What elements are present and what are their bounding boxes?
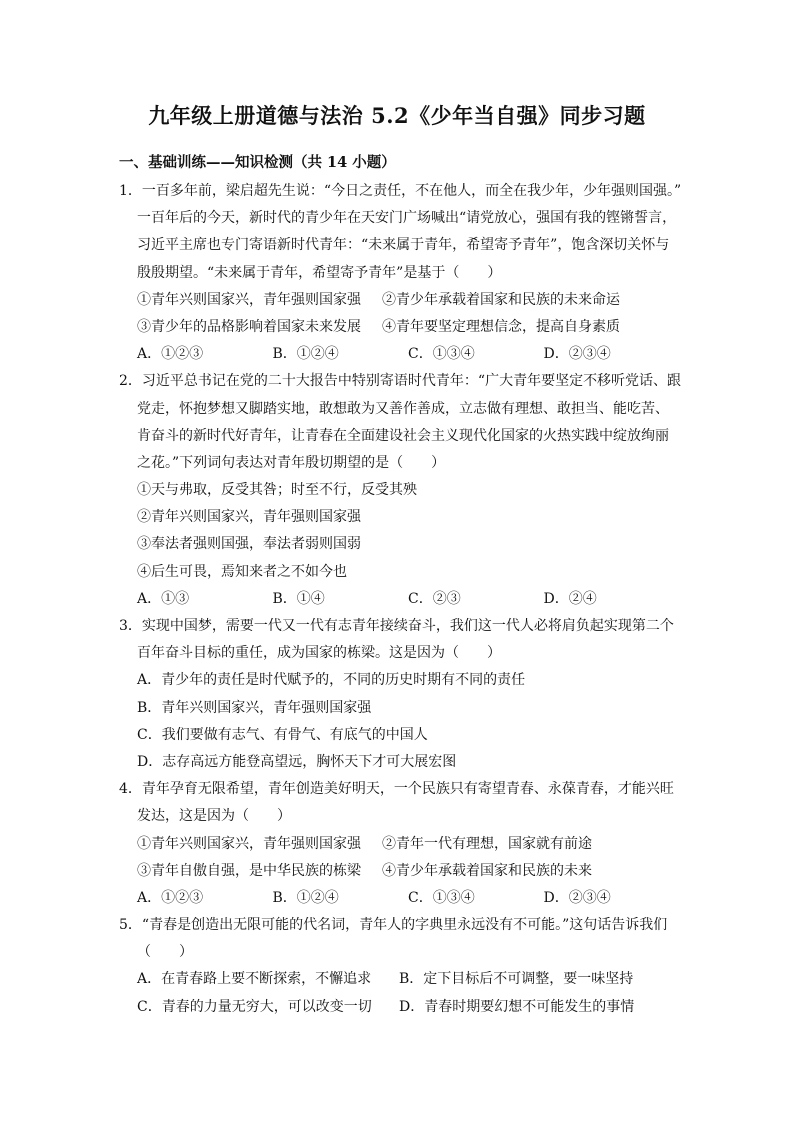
option-d[interactable]: D．②③④ xyxy=(543,346,611,363)
option-c[interactable]: C．①③④ xyxy=(408,889,475,906)
question-stem-line: 4．青年孕育无限希望，青年创造美好明天，一个民族只有寄望青春、永葆青春，才能兴旺 xyxy=(119,781,674,798)
section-heading: 一、基础训练——知识检测（共 14 小题） xyxy=(119,154,396,171)
question-stem-line: 一百年后的今天，新时代的青少年在天安门广场喊出“请党放心，强国有我的铿锵誓言， xyxy=(137,210,677,227)
statement-row xyxy=(119,831,679,858)
statement: ④后生可畏，焉知来者之不如今也 xyxy=(137,563,347,580)
question-stem-line: （ ） xyxy=(137,944,193,961)
question-stem-line: 习近平主席也专门寄语新时代青年：“未来属于青年，希望寄予青年”，饱含深切关怀与 xyxy=(137,237,670,254)
answer-options xyxy=(119,994,679,1021)
option-c[interactable]: C．②③ xyxy=(408,590,461,607)
option-a[interactable]: A．①②③ xyxy=(137,346,204,363)
question-stem-line: 5．“青春是创造出无限可能的代名词，青年人的字典里永远没有不可能。”这句话告诉我们 xyxy=(119,917,668,934)
statement-row xyxy=(119,858,679,885)
option-c[interactable]: C．青春的力量无穷大，可以改变一切 xyxy=(137,998,372,1015)
answer-options xyxy=(119,885,679,912)
option-d[interactable]: D．青春时期要幻想不可能发生的事情 xyxy=(399,998,635,1015)
option-b[interactable]: B．青年兴则国家兴，青年强则国家强 xyxy=(137,699,372,716)
option-a[interactable]: A．①②③ xyxy=(137,889,204,906)
statement: ③青年自傲自强，是中华民族的栋梁 xyxy=(137,862,361,879)
statement-row xyxy=(119,287,679,314)
option-b[interactable]: B．①②④ xyxy=(272,346,339,363)
statement: ①天与弗取，反受其咎；时至不行，反受其殃 xyxy=(137,482,417,499)
option-a[interactable]: A．①③ xyxy=(137,590,190,607)
statement: ②青年兴则国家兴，青年强则国家强 xyxy=(137,509,361,526)
answer-options xyxy=(119,586,679,613)
option-b[interactable]: B．①②④ xyxy=(272,889,339,906)
statement: ④青年要坚定理想信念，提高自身素质 xyxy=(382,318,620,335)
question-1 xyxy=(119,178,682,368)
question-stem-line: 党走，怀抱梦想又脚踏实地，敢想敢为又善作善成，立志做有理想、敢担当、能吃苦、 xyxy=(137,400,669,417)
statement: ③青少年的品格影响着国家未来发展 xyxy=(137,318,361,335)
question-stem-line: 3．实现中国梦，需要一代又一代有志青年接续奋斗，我们这一代人必将肩负起实现第二个 xyxy=(119,618,674,634)
statement: ②青年一代有理想，国家就有前途 xyxy=(382,835,592,852)
question-stem-line: 2．习近平总书记在党的二十大报告中特别寄语时代青年：“广大青年要坚定不移听党话、跟 xyxy=(119,373,682,390)
statement: ①青年兴则国家兴，青年强则国家强 xyxy=(137,835,361,852)
answer-options xyxy=(119,341,679,368)
question-stem-line: 百年奋斗目标的重任，成为国家的栋梁。这是因为（ ） xyxy=(137,645,501,662)
option-b[interactable]: B．①④ xyxy=(272,590,325,607)
option-d[interactable]: D．②④ xyxy=(543,590,597,607)
statement: ④青少年承载着国家和民族的未来 xyxy=(382,862,592,879)
statement: ②青少年承载着国家和民族的未来命运 xyxy=(382,291,620,308)
question-2 xyxy=(119,368,682,613)
option-d[interactable]: D．②③④ xyxy=(543,889,611,906)
question-stem-line: 发达，这是因为（ ） xyxy=(137,808,291,825)
question-3 xyxy=(119,613,679,776)
question-4 xyxy=(119,776,679,912)
statement-row xyxy=(119,314,679,341)
question-stem-line: 肯奋斗的新时代好青年，让青春在全面建设社会主义现代化国家的火热实践中绽放绚丽 xyxy=(137,427,669,444)
question-5 xyxy=(119,912,679,1021)
option-a[interactable]: A．青少年的责任是时代赋予的，不同的历史时期有不同的责任 xyxy=(137,672,526,689)
option-d[interactable]: D．志存高远方能登高望远，胸怀天下才可大展宏图 xyxy=(137,753,457,770)
option-c[interactable]: C．我们要做有志气、有骨气、有底气的中国人 xyxy=(137,726,428,743)
option-b[interactable]: B．定下目标后不可调整，要一味坚持 xyxy=(399,971,634,988)
statement: ③奉法者强则国强，奉法者弱则国弱 xyxy=(137,536,361,553)
question-stem-line: 殷殷期望。“未来属于青年，希望寄予青年”是基于（ ） xyxy=(137,264,502,281)
statement: ①青年兴则国家兴，青年强则国家强 xyxy=(137,291,361,308)
option-c[interactable]: C．①③④ xyxy=(408,346,475,363)
question-list xyxy=(119,178,682,1021)
option-a[interactable]: A．在青春路上要不断探索，不懈追求 xyxy=(137,971,372,988)
page-title: 九年级上册道德与法治 5.2《少年当自强》同步习题 xyxy=(148,103,646,128)
question-stem-line: 1．一百多年前，梁启超先生说：“今日之责任，不在他人，而全在我少年，少年强则国强。” xyxy=(119,183,682,199)
answer-options xyxy=(119,966,679,993)
question-stem-line: 之花。”下列词句表达对青年殷切期望的是（ ） xyxy=(137,454,446,471)
